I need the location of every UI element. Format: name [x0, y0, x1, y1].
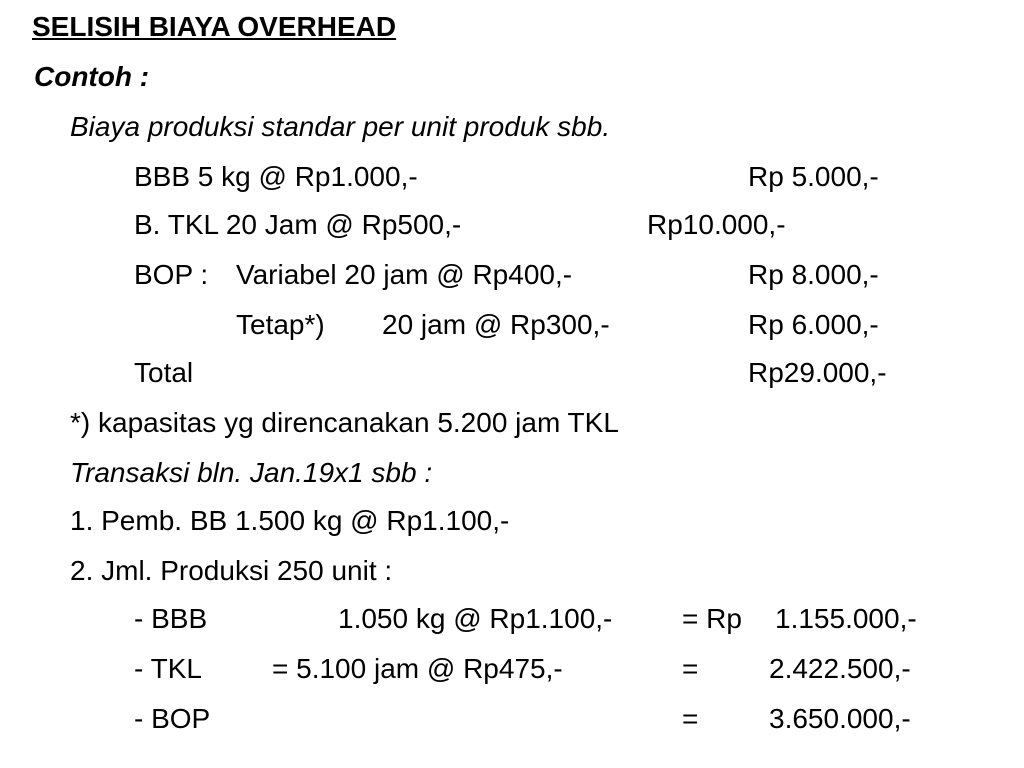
footnote: *) kapasitas yg direncanakan 5.200 jam TKL: [70, 407, 619, 438]
production-eq-bbb: = Rp: [682, 603, 742, 634]
production-label-bbb: - BBB: [134, 603, 208, 634]
production-eq-tkl: =: [682, 653, 699, 684]
intro-text: Biaya produksi standar per unit produk sbb.: [70, 111, 611, 142]
cost-label-bop-tetap: Tetap*): [236, 309, 325, 340]
production-amount-tkl: 2.422.500,-: [769, 653, 911, 684]
cost-detail-bop-tetap: 20 jam @ Rp300,-: [382, 309, 610, 340]
cost-label-tkl: B. TKL 20 Jam @ Rp500,-: [134, 209, 462, 240]
cost-amount-bop-tetap: Rp 6.000,-: [748, 309, 879, 340]
contoh-label: Contoh :: [34, 61, 150, 92]
production-amount-bbb: 1.155.000,-: [775, 603, 917, 634]
production-detail-tkl: = 5.100 jam @ Rp475,-: [272, 653, 563, 684]
cost-label-bbb: BBB 5 kg @ Rp1.000,-: [134, 161, 418, 192]
cost-label-bop-variabel: Variabel 20 jam @ Rp400,-: [236, 259, 573, 290]
cost-label-total: Total: [134, 357, 194, 388]
production-amount-bop: 3.650.000,-: [769, 703, 911, 734]
cost-amount-tkl: Rp10.000,-: [647, 209, 786, 240]
cost-amount-bbb: Rp 5.000,-: [748, 161, 879, 192]
production-label-tkl: - TKL: [134, 653, 202, 684]
slide-title: SELISIH BIAYA OVERHEAD: [32, 11, 397, 42]
transaksi-heading: Transaksi bln. Jan.19x1 sbb :: [70, 457, 433, 488]
cost-amount-bop-variabel: Rp 8.000,-: [748, 259, 879, 290]
transaction-item-2: 2. Jml. Produksi 250 unit :: [70, 555, 393, 586]
production-eq-bop: =: [682, 703, 699, 734]
cost-amount-total: Rp29.000,-: [748, 357, 887, 388]
cost-prefix-bop: BOP :: [134, 259, 209, 290]
transaction-item-1: 1. Pemb. BB 1.500 kg @ Rp1.100,-: [70, 505, 510, 536]
production-detail-bbb: 1.050 kg @ Rp1.100,-: [338, 603, 613, 634]
production-label-bop: - BOP: [134, 703, 211, 734]
